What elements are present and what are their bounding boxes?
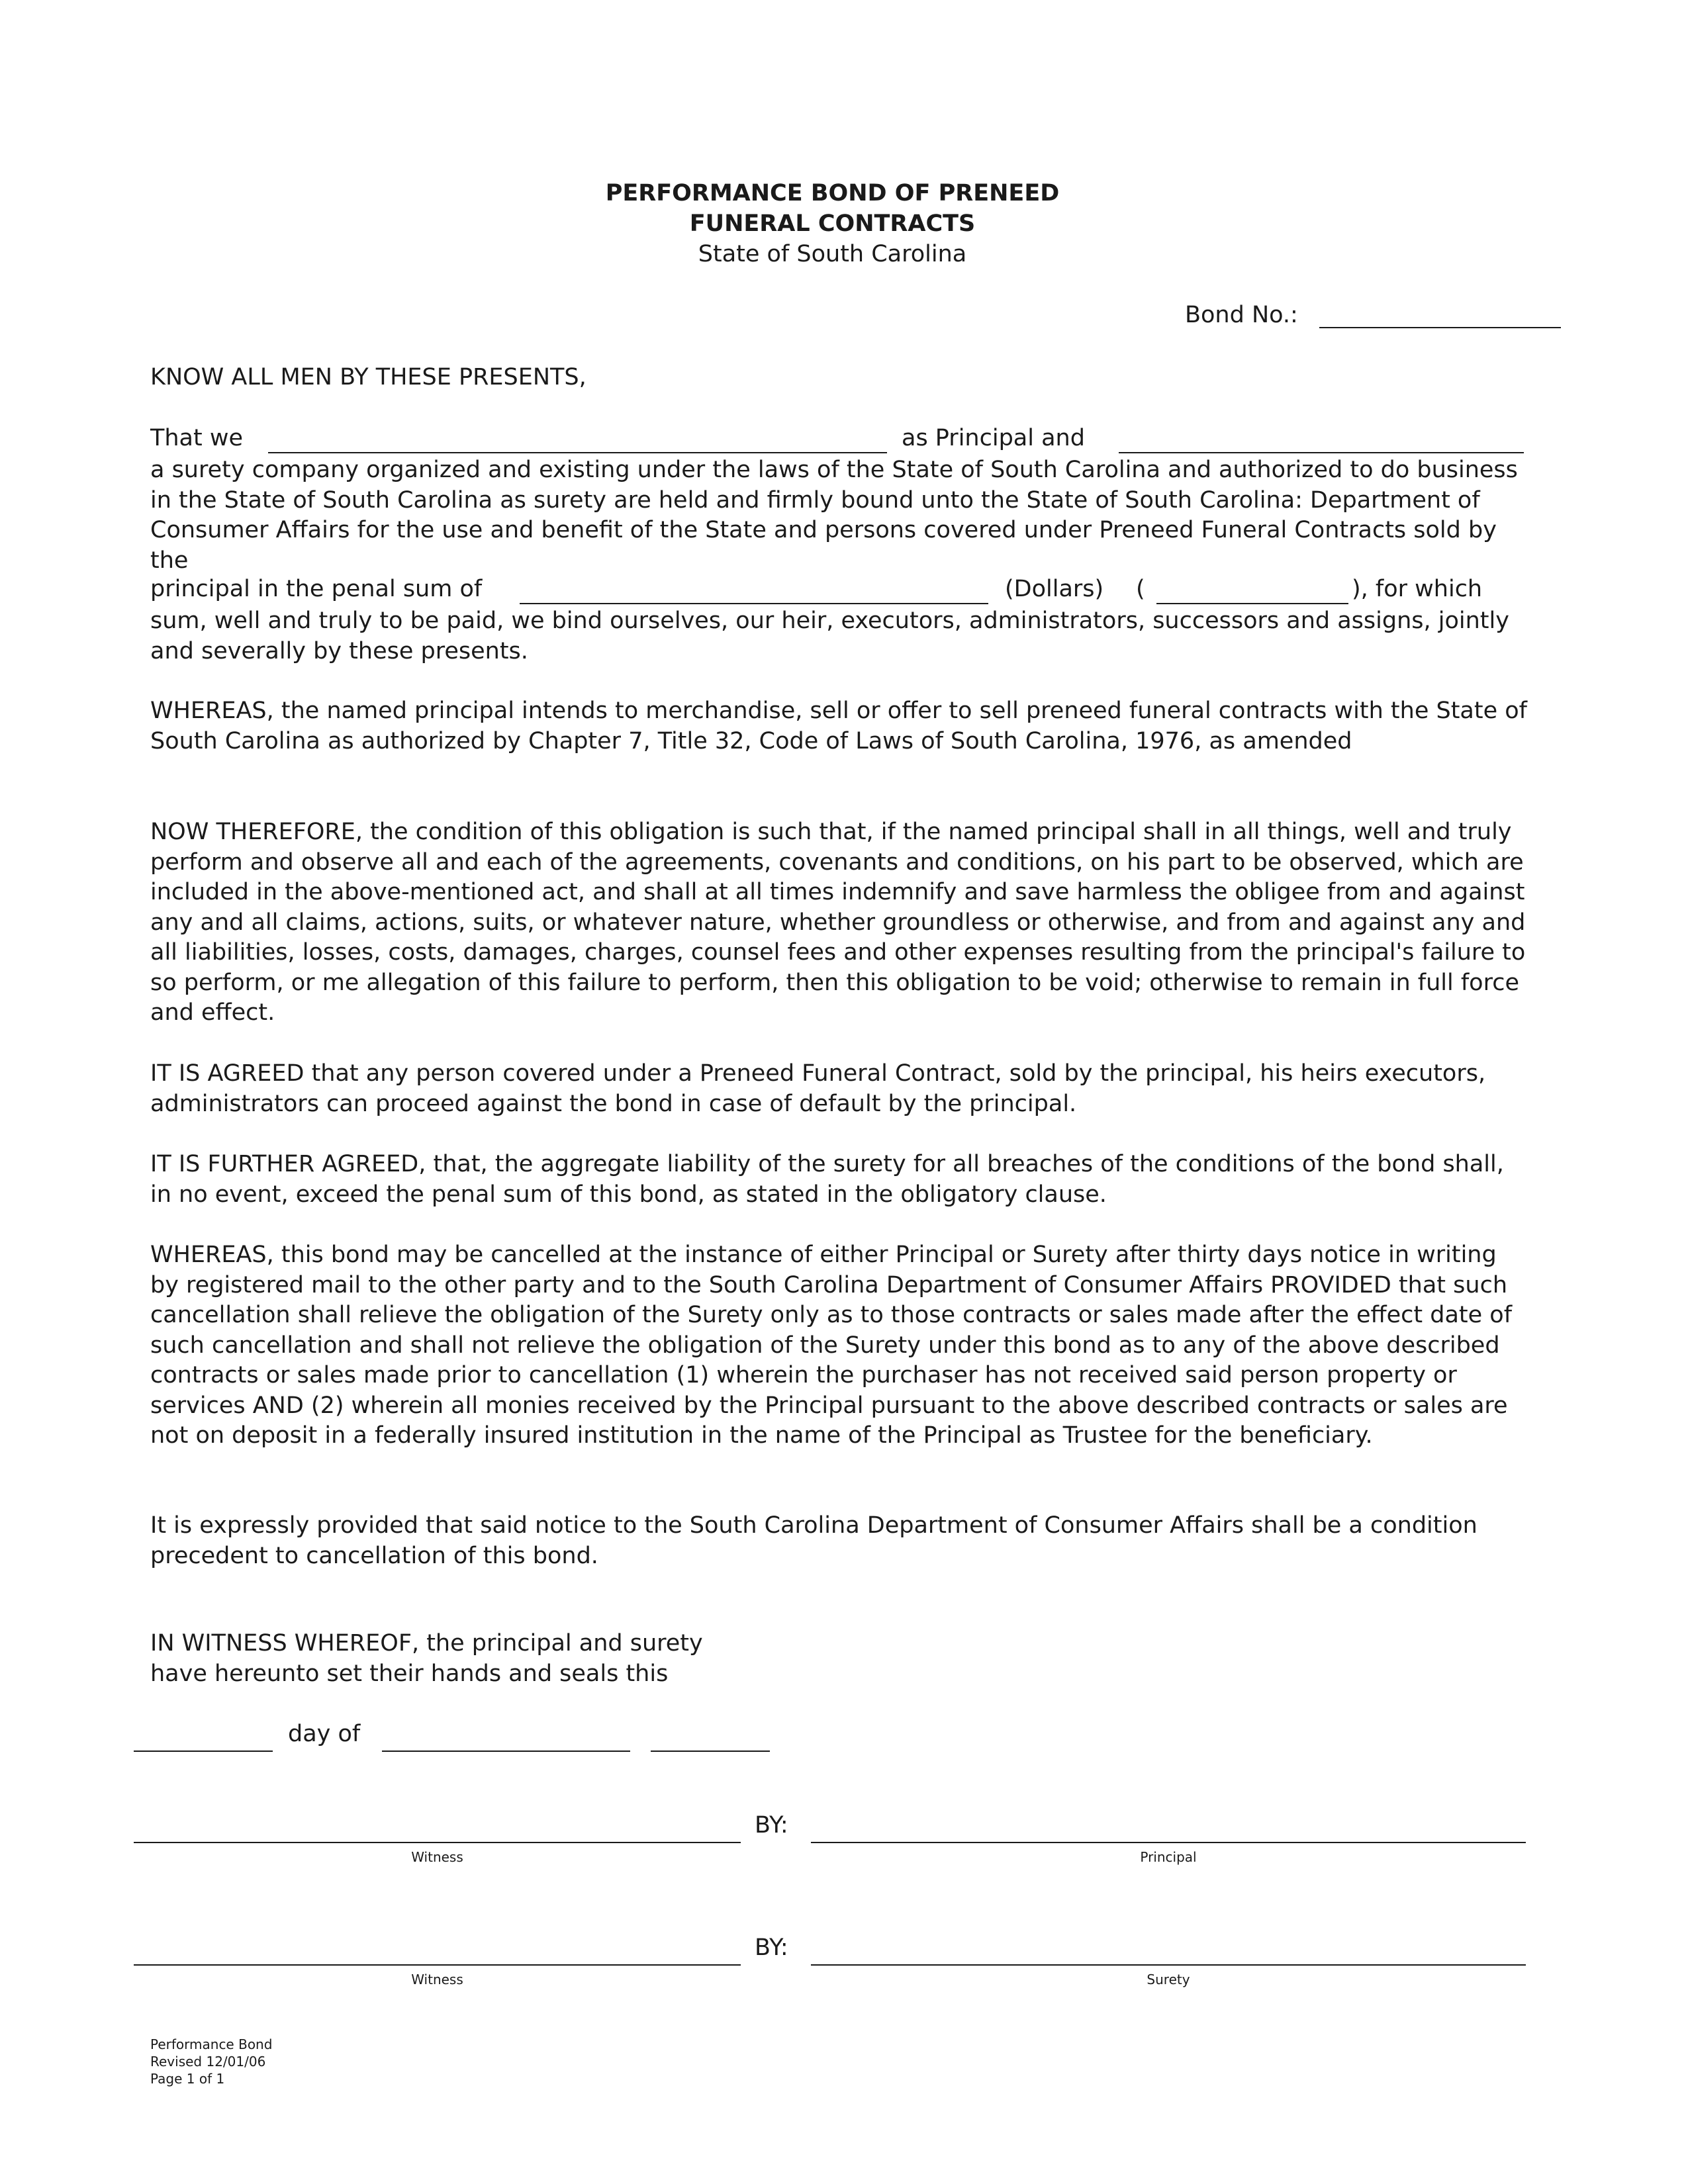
- bond-number-label: Bond No.:: [1185, 302, 1298, 328]
- dollars-label: (Dollars): [1005, 576, 1104, 602]
- witness-signature-line-1[interactable]: [134, 1842, 741, 1843]
- footer-form-name: Performance Bond: [150, 2036, 273, 2052]
- principal-caption: Principal: [1140, 1849, 1197, 1865]
- now-therefore-paragraph: NOW THEREFORE, the condition of this obligation is such that, if the named principal shall in all things, well and truly perform and observe all and each of the agreements, covenants and conditions, on his part to be observed, which are included in the above-mentioned act, and shall at all times indemnify and save harmless the obligee from and against any and all claims, actions, suits, or whatever nature, whether groundless or otherwise, and from and against any and all liabilities, losses, costs, damages, charges, counsel fees and other expenses resulting from the principal's failure to so perform, or me allegation of this failure to perform, then this obligation to be void; otherwise to remain in full force and effect.: [150, 819, 1526, 1026]
- day-of-label: day of: [288, 1721, 361, 1747]
- surety-signature-line[interactable]: [811, 1964, 1526, 1966]
- penal-sum-number-field[interactable]: [1156, 603, 1348, 604]
- principal-signature-line[interactable]: [811, 1842, 1526, 1843]
- surety-caption: Surety: [1147, 1972, 1190, 1987]
- whereas-paragraph-1: WHEREAS, the named principal intends to merchandise, sell or offer to sell preneed funeral contracts with the State of South Carolina as authorized by Chapter 7, Title 32, Code of Laws of South Carolina, 1976, as amended: [150, 698, 1527, 754]
- paren-open: (: [1136, 576, 1145, 602]
- surety-paragraph: a surety company organized and existing under the laws of the State of South Carolina and authorized to do business in the State of South Carolina as surety are held and firmly bound unto the State of South Carolina: Department of Consumer Affairs for the use and benefit of the State and persons covered under Preneed Funeral Contracts sold by the: [150, 457, 1518, 574]
- for-which-label: ), for which: [1352, 576, 1483, 602]
- surety-name-field[interactable]: [1119, 452, 1524, 453]
- penal-sum-label: principal in the penal sum of: [150, 576, 483, 602]
- year-field[interactable]: [651, 1751, 770, 1752]
- whereas-paragraph-2: WHEREAS, this bond may be cancelled at the instance of either Principal or Surety after thirty days notice in writing by registered mail to the other party and to the South Carolina Department of Consumer Affairs PROVIDED that such cancellation shall relieve the obligation of the Surety only as to those contracts or sales made after the effect date of such cancellation and shall not relieve the obligation of the Surety under this bond as to any of the above described contracts or sales made prior to cancellation (1) wherein the purchaser has not received said person property or services AND (2) wherein all monies received by the Principal pursuant to the above described contracts or sales are not on deposit in a federally insured institution in the name of the Principal as Trustee for the beneficiary.: [150, 1242, 1513, 1449]
- document-state: State of South Carolina: [698, 241, 967, 267]
- day-field[interactable]: [134, 1751, 273, 1752]
- expressly-paragraph: It is expressly provided that said notice to the South Carolina Department of Consumer Affairs shall be a condition precedent to cancellation of this bond.: [150, 1512, 1477, 1569]
- by-label-1: BY:: [755, 1812, 788, 1839]
- month-field[interactable]: [382, 1751, 630, 1752]
- document-title-line-2: FUNERAL CONTRACTS: [689, 210, 976, 237]
- bind-paragraph: sum, well and truly to be paid, we bind ourselves, our heir, executors, administrators, successors and assigns, jointly and severally by these presents.: [150, 608, 1509, 664]
- know-all-heading: KNOW ALL MEN BY THESE PRESENTS,: [150, 364, 586, 390]
- footer-revision: Revised 12/01/06: [150, 2054, 266, 2070]
- principal-name-field[interactable]: [268, 452, 887, 453]
- that-we-label: That we: [150, 425, 244, 451]
- witness-caption-1: Witness: [411, 1849, 463, 1865]
- in-witness-line-1: IN WITNESS WHEREOF, the principal and surety: [150, 1630, 703, 1657]
- witness-caption-2: Witness: [411, 1972, 463, 1987]
- footer-page-number: Page 1 of 1: [150, 2071, 225, 2087]
- witness-signature-line-2[interactable]: [134, 1964, 741, 1966]
- agreed-paragraph: IT IS AGREED that any person covered under a Preneed Funeral Contract, sold by the principal, his heirs executors, administrators can proceed against the bond in case of default by the principal.: [150, 1060, 1486, 1117]
- further-agreed-paragraph: IT IS FURTHER AGREED, that, the aggregate liability of the surety for all breaches of the conditions of the bond shall, in no event, exceed the penal sum of this bond, as stated in the obligatory clause.: [150, 1151, 1504, 1208]
- document-title-line-1: PERFORMANCE BOND OF PRENEED: [605, 180, 1060, 206]
- penal-sum-words-field[interactable]: [520, 603, 988, 604]
- by-label-2: BY:: [755, 1934, 788, 1961]
- in-witness-line-2: have hereunto set their hands and seals this: [150, 1661, 669, 1687]
- bond-number-field[interactable]: [1319, 327, 1561, 328]
- as-principal-label: as Principal and: [902, 425, 1085, 451]
